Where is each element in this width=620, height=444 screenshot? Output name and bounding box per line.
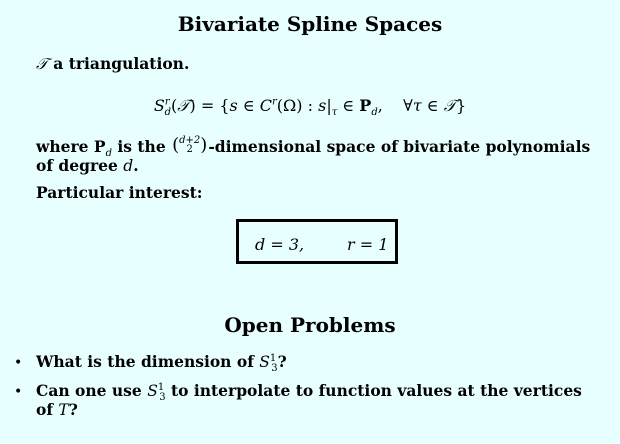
particular-interest: Particular interest: (36, 183, 203, 202)
degree-suffix: . (133, 156, 139, 175)
parameters-box (236, 219, 398, 264)
poly-space-symbol: P (93, 137, 106, 156)
bullet-marker: • (14, 384, 23, 400)
list-item-text: to interpolate to function values at the vertices (170, 381, 582, 400)
spline-sub: 3 (159, 392, 166, 404)
degree-prefix: of degree (36, 156, 118, 175)
bullet-marker: • (14, 355, 23, 371)
list-item-end: ? (68, 400, 78, 419)
list-item-text: Can one use (36, 381, 142, 400)
spline-symbol: S (147, 382, 158, 400)
open-problems-title: Open Problems (224, 313, 396, 337)
poly-space-subscript: d (105, 148, 112, 160)
spline-sup: 1 (157, 381, 165, 393)
intro-text: a triangulation. (53, 54, 190, 73)
slide-title: Bivariate Spline Spaces (177, 12, 443, 36)
binom-top: d+2 (179, 135, 201, 146)
where-mid: is the (117, 137, 166, 156)
triangulation-symbol: 𝒯 (36, 55, 48, 73)
triangulation-var: T (58, 401, 69, 419)
degree-var: d (123, 157, 134, 175)
where-line-2 (36, 156, 139, 175)
spline-sup: 1 (269, 352, 277, 364)
list-item-text: of (36, 400, 54, 419)
list-item (36, 352, 287, 375)
where-suffix: -dimensional space of bivariate polynomials (208, 137, 591, 156)
where-line-1 (36, 134, 591, 160)
binom-bottom: 2 (186, 144, 193, 155)
binomial-coefficient: (d+2 2 ) (172, 134, 208, 156)
spline-sub: 3 (271, 363, 278, 375)
list-item (36, 381, 582, 404)
list-item-text: What is the dimension of (36, 352, 254, 371)
degree-value: d = 3, (255, 235, 305, 254)
smoothness-value: r = 1 (347, 235, 389, 254)
intro-line (36, 54, 189, 74)
list-item-end: ? (277, 352, 287, 371)
spline-symbol: S (259, 353, 270, 371)
where-prefix: where (36, 137, 89, 156)
spline-space-formula: $S^r_d(𝒯) = \{s$ ∈ $C^r(\Omega)$ : $s|_\tau$ ∈ $P_d$, ∀τ ∈ 𝒯} (153, 96, 467, 119)
list-item-continuation (36, 400, 78, 419)
